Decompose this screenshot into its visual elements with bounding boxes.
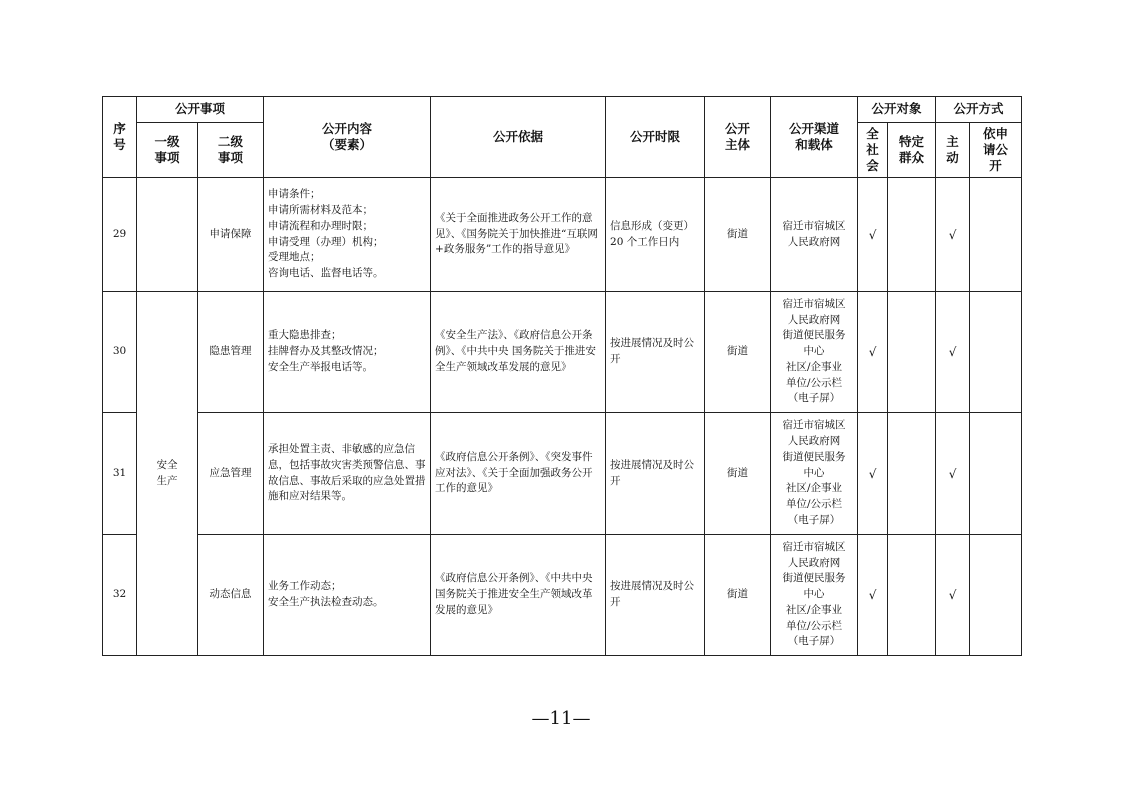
row-seq: 31 (103, 413, 137, 535)
row-level2: 动态信息 (198, 535, 264, 656)
table-row (103, 535, 1022, 656)
row-basis: 《政府信息公开条例》、《突发事件应对法》、《关于全面加强政务公开工作的意见》 (431, 413, 606, 535)
row-seq: 30 (103, 292, 137, 413)
header-audience-specific: 特定 群众 (888, 123, 936, 178)
header-method-request: 依申 请公 开 (970, 123, 1022, 178)
header-method-group: 公开方式 (936, 97, 1022, 123)
table-row (103, 292, 1022, 413)
row-subject: 街道 (705, 178, 771, 292)
row-time-limit: 信息形成（变更）20 个工作日内 (606, 178, 705, 292)
row-method-request (970, 178, 1022, 292)
header-seq: 序 号 (103, 97, 137, 178)
row-audience-specific (888, 292, 936, 413)
row-channel: 宿迁市宿城区 人民政府网 (771, 178, 858, 292)
row-content: 业务工作动态； 安全生产执法检查动态。 (264, 535, 431, 656)
row-level2: 申请保障 (198, 178, 264, 292)
row-subject: 街道 (705, 413, 771, 535)
row-basis: 《安全生产法》、《政府信息公开条例》、《中共中央 国务院关于推进安全生产领域改革发展的意见》 (431, 292, 606, 413)
row-content: 申请条件； 申请所需材料及范本； 申请流程和办理时限； 申请受理（办理）机构； 受理地点； 咨询电话、监督电话等。 (264, 178, 431, 292)
row-channel: 宿迁市宿城区 人民政府网 街道便民服务 中心 社区/企事业 单位/公示栏 （电子屏） (771, 292, 858, 413)
row-audience-all: √ (858, 413, 888, 535)
row-subject: 街道 (705, 535, 771, 656)
row-seq: 29 (103, 178, 137, 292)
header-audience-group: 公开对象 (858, 97, 936, 123)
row-level1-merged: 安全 生产 (137, 292, 198, 656)
row-level2: 隐患管理 (198, 292, 264, 413)
row-content: 承担处置主责、非敏感的应急信息，包括事故灾害类预警信息、事故信息、事故后采取的应急处置措施和应对结果等。 (264, 413, 431, 535)
row-method-active: √ (936, 535, 970, 656)
header-method-active: 主 动 (936, 123, 970, 178)
header-content: 公开内容 （要素） (264, 97, 431, 178)
row-channel: 宿迁市宿城区 人民政府网 街道便民服务 中心 社区/企事业 单位/公示栏 （电子屏） (771, 413, 858, 535)
header-level1: 一级 事项 (137, 123, 198, 178)
header-level2: 二级 事项 (198, 123, 264, 178)
row-method-active: √ (936, 178, 970, 292)
header-subject: 公开 主体 (705, 97, 771, 178)
header-audience-all: 全 社 会 (858, 123, 888, 178)
row-method-active: √ (936, 413, 970, 535)
header-basis: 公开依据 (431, 97, 606, 178)
row-method-request (970, 413, 1022, 535)
row-time-limit: 按进展情况及时公开 (606, 535, 705, 656)
row-audience-all: √ (858, 292, 888, 413)
disclosure-table (102, 96, 1022, 656)
header-time-limit: 公开时限 (606, 97, 705, 178)
page-number: —11— (531, 708, 591, 729)
row-method-request (970, 292, 1022, 413)
row-content: 重大隐患排查； 挂牌督办及其整改情况； 安全生产举报电话等。 (264, 292, 431, 413)
row-method-active: √ (936, 292, 970, 413)
row-audience-specific (888, 178, 936, 292)
row-time-limit: 按进展情况及时公开 (606, 292, 705, 413)
header-channel: 公开渠道 和载体 (771, 97, 858, 178)
row-basis: 《关于全面推进政务公开工作的意见》、《国务院关于加快推进“互联网+政务服务”工作的指导意见》 (431, 178, 606, 292)
table-row (103, 413, 1022, 535)
table-row (103, 178, 1022, 292)
row-basis: 《政府信息公开条例》、《中共中央 国务院关于推进安全生产领域改革发展的意见》 (431, 535, 606, 656)
row-audience-specific (888, 535, 936, 656)
row-method-request (970, 535, 1022, 656)
row-audience-all: √ (858, 535, 888, 656)
row-time-limit: 按进展情况及时公开 (606, 413, 705, 535)
row-channel: 宿迁市宿城区 人民政府网 街道便民服务 中心 社区/企事业 单位/公示栏 （电子屏） (771, 535, 858, 656)
row-audience-all: √ (858, 178, 888, 292)
row-level2: 应急管理 (198, 413, 264, 535)
row-subject: 街道 (705, 292, 771, 413)
row-audience-specific (888, 413, 936, 535)
row-seq: 32 (103, 535, 137, 656)
header-item-group: 公开事项 (137, 97, 264, 123)
row-level1-empty (137, 178, 198, 292)
